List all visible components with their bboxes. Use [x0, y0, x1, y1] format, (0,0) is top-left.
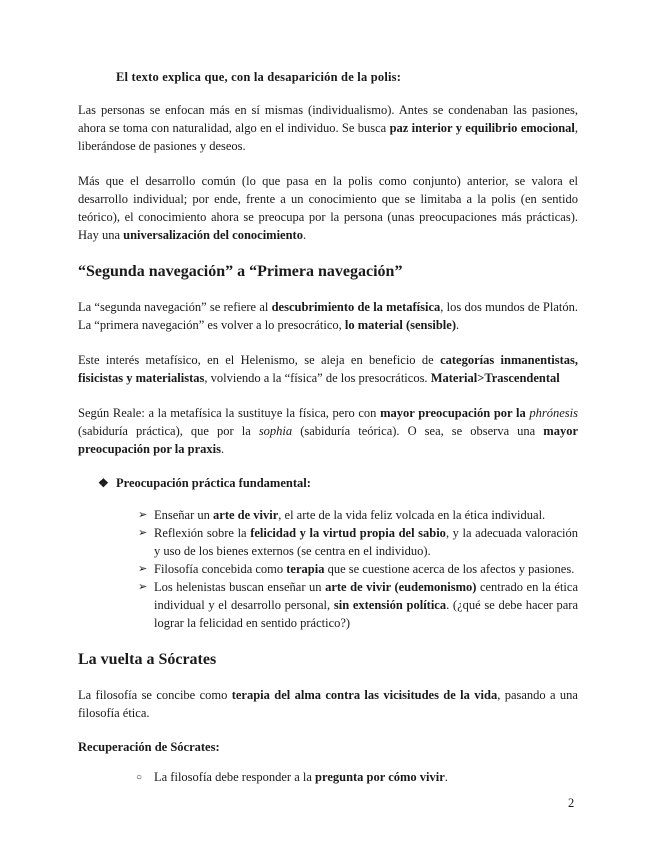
- text-run: Según Reale: a la metafísica la sustituye la física, pero con: [78, 406, 381, 420]
- text-run: .: [444, 770, 448, 784]
- navegacion-paragraph-1: [78, 298, 578, 334]
- text-run: Los helenistas buscan enseñar un: [154, 580, 326, 594]
- text-run: que se cuestione acerca de los afectos y pasiones.: [324, 562, 575, 576]
- text-run: centrado en la ética individual y el desarrollo personal,: [154, 580, 578, 612]
- text-run: , los dos mundos de Platón. La “primera navegación” es volver a lo presocrático,: [78, 300, 578, 332]
- socrates-paragraph-1: [78, 686, 578, 722]
- list-item-text: [154, 560, 578, 578]
- list-item-text: [154, 578, 578, 632]
- text-run: , volviendo a la “física” de los presocráticos.: [204, 371, 431, 385]
- text-run: (sabiduría teórica). O sea, se observa una: [292, 424, 544, 438]
- text-run: Filosofía concebida como: [154, 562, 287, 576]
- text-run: Más que el desarrollo común (lo que pasa en la polis como conjunto) anterior, se valora el desarrollo individual; por ende, frente a un conocimiento que se limitaba a la polis (en sentido teórico), el conocimiento ahora se preocupa por la persona (unas preocupaciones más prácticas). Hay una: [78, 174, 578, 242]
- text-run: , y la adecuada valoración y uso de los bienes externos (se centra en el individuo).: [154, 526, 578, 558]
- section-heading-socrates: La vuelta a Sócrates: [78, 651, 217, 668]
- list-item: [138, 578, 578, 632]
- list-item: [138, 560, 578, 578]
- bold-text-run: categorías inmanentistas, fisicistas y materialistas: [78, 353, 578, 385]
- text-run: Enseñar un: [154, 508, 214, 522]
- italic-text-run: sophia: [258, 424, 293, 438]
- page-content: [78, 68, 578, 787]
- bold-text-run: pregunta por cómo vivir: [315, 770, 445, 784]
- page-number: 2: [568, 796, 575, 810]
- bold-text-run: Material>Trascendental: [430, 371, 560, 385]
- bold-text-run: terapia: [286, 562, 325, 576]
- bold-text-run: arte de vivir (eudemonismo): [325, 580, 477, 594]
- socrates-subheading: Recuperación de Sócrates:: [78, 740, 220, 754]
- text-run: , el arte de la vida feliz volcada en la ética individual.: [278, 508, 546, 522]
- bold-text-run: felicidad y la virtud propia del sabio: [250, 526, 446, 540]
- diamond-list-item: [98, 474, 578, 492]
- text-run: .: [220, 442, 225, 456]
- list-item: [138, 524, 578, 560]
- list-item-text: [154, 506, 578, 524]
- arrow-bullet-icon: ➢: [138, 563, 148, 575]
- text-run: Las personas se enfocan más en sí mismas (individualismo). Antes se condenaban las pasiones, ahora se toma con naturalidad, algo en el individuo. Se busca: [78, 103, 578, 135]
- italic-text-run: phrónesis: [529, 406, 578, 420]
- text-run: La filosofía debe responder a la: [154, 770, 316, 784]
- section-heading-navegacion: “Segunda navegación” a “Primera navegación”: [78, 263, 403, 280]
- arrow-bullet-icon: ➢: [138, 527, 148, 539]
- text-run: (sabiduría práctica), que por la: [78, 424, 259, 438]
- diamond-bullet-icon: ❖: [98, 476, 109, 490]
- intro-paragraph-1: [78, 101, 578, 155]
- bold-text-run: descubrimiento de la metafísica: [271, 300, 441, 314]
- navegacion-paragraph-2: [78, 351, 578, 387]
- text-run: , pasando a una filosofía ética.: [78, 688, 578, 720]
- list-item: [136, 768, 578, 787]
- bold-text-run: paz interior y equilibrio emocional: [389, 121, 575, 135]
- bold-text-run: universalización del conocimiento: [123, 228, 303, 242]
- list-item-text: [154, 524, 578, 560]
- text-run: La filosofía se concibe como: [78, 688, 232, 702]
- intro-title: El texto explica que, con la desaparición de la polis:: [116, 70, 402, 84]
- arrow-bullet-icon: ➢: [138, 509, 148, 521]
- text-run: .: [302, 228, 307, 242]
- circle-bullet-icon: ○: [136, 772, 143, 783]
- arrow-bullet-icon: ➢: [138, 581, 148, 593]
- bold-text-run: mayor preocupación por la: [380, 406, 530, 420]
- text-run: . (¿qué se debe hacer para lograr la felicidad en sentido práctico?): [154, 598, 578, 630]
- text-run: , liberándose de pasiones y deseos.: [78, 121, 578, 153]
- circle-bullet-list: [78, 768, 578, 787]
- intro-paragraph-2: [78, 172, 578, 244]
- text-run: Reflexión sobre la: [154, 526, 251, 540]
- navegacion-paragraph-3: [78, 404, 578, 458]
- diamond-list-label: Preocupación práctica fundamental:: [116, 476, 311, 490]
- bold-text-run: arte de vivir: [213, 508, 279, 522]
- text-run: La “segunda navegación” se refiere al: [78, 300, 272, 314]
- bold-text-run: sin extensión política: [333, 598, 447, 612]
- arrow-bullet-list: [78, 506, 578, 632]
- bold-text-run: terapia del alma contra las vicisitudes de la vida: [231, 688, 498, 702]
- list-item: [138, 506, 578, 524]
- bold-text-run: mayor preocupación por la praxis: [78, 424, 578, 456]
- list-item-text: [154, 768, 578, 786]
- text-run: .: [455, 318, 460, 332]
- bold-text-run: lo material (sensible): [344, 318, 456, 332]
- text-run: Este interés metafísico, en el Helenismo, se aleja en beneficio de: [78, 353, 441, 367]
